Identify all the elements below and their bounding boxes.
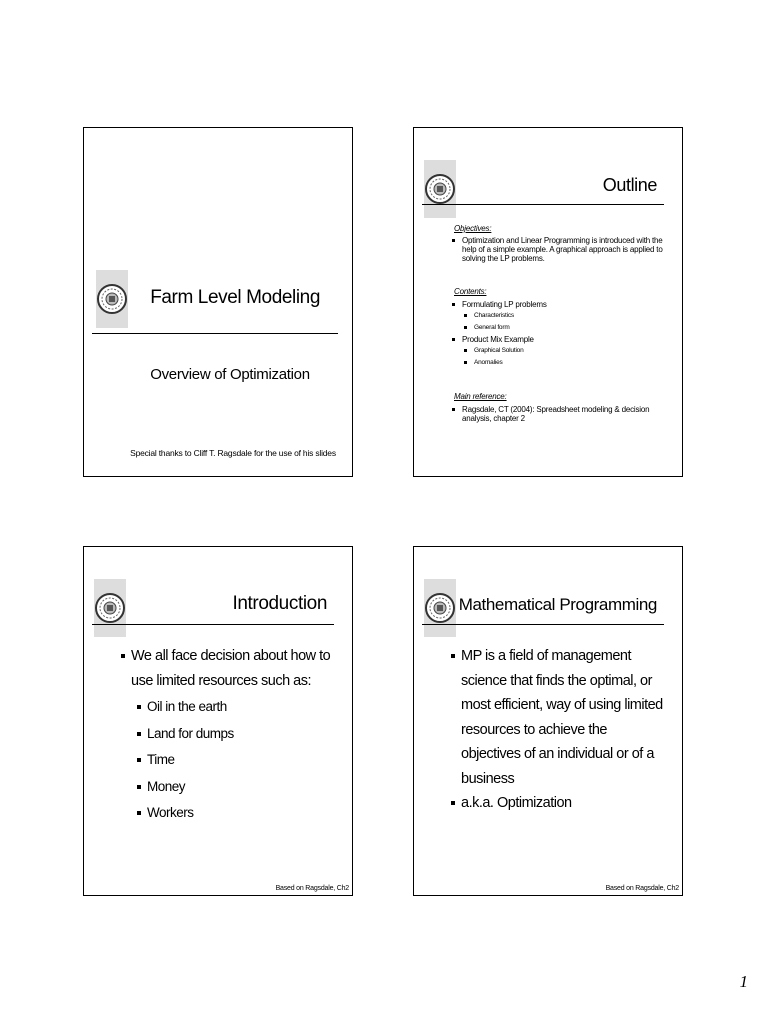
bullet-list [451,644,666,816]
slide-footer: Based on Ragsdale, Ch2 [605,885,679,892]
contents-list [450,300,670,370]
page-number: 1 [739,972,748,991]
list-item: Oil in the earth [121,694,342,721]
slide-title: Mathematical Programming [458,595,657,614]
university-seal-icon [424,579,456,637]
list-item: MP is a field of management science that finds the optimal, or most efficient, way of using limited resources to achieve the objectives of an individual or of a business [451,644,666,791]
list-item: Time [121,747,342,774]
list-item: Product Mix Example [450,335,670,344]
slide-mathematical-programming [413,546,683,896]
slide-title: Farm Level Modeling [150,287,320,308]
list-item: Ragsdale, CT (2004): Spreadsheet modeling & decision analysis, chapter 2 [450,405,670,423]
university-seal-icon [96,270,128,328]
list-item: Optimization and Linear Programming is introduced with the help of a simple example. A graphical approach is applied to solving the LP problems. [450,236,670,263]
list-item: Workers [121,800,342,827]
list-item: Formulating LP problems [450,300,670,309]
slide-subtitle: Overview of Optimization [150,366,310,383]
list-item: Money [121,774,342,801]
objectives-heading: Objectives: [454,224,492,233]
list-item: Land for dumps [121,721,342,748]
slide-farm-level-modeling [83,127,353,477]
slide-outline [413,127,683,477]
list-item: General form [450,323,670,332]
university-seal-icon [424,160,456,218]
slide-title: Introduction [232,593,327,614]
university-seal-icon [94,579,126,637]
bullet-list [121,644,342,827]
slide-footer: Based on Ragsdale, Ch2 [275,885,349,892]
list-item: Characteristics [450,311,670,320]
slide-introduction [83,546,353,896]
slide-title: Outline [602,175,657,195]
contents-heading: Contents: [454,287,487,296]
list-item: We all face decision about how to use limited resources such as: [121,644,342,694]
list-item: Anomalies [450,358,670,367]
list-item: a.k.a. Optimization [451,791,666,816]
acknowledgement: Special thanks to Cliff T. Ragsdale for the use of his slides [130,448,336,458]
title-divider [92,624,334,625]
title-divider [422,204,664,205]
objectives-list [450,236,670,265]
title-divider [92,333,338,334]
title-divider [422,624,664,625]
reference-list [450,405,670,425]
reference-heading: Main reference: [454,392,507,401]
list-item: Graphical Solution [450,346,670,355]
